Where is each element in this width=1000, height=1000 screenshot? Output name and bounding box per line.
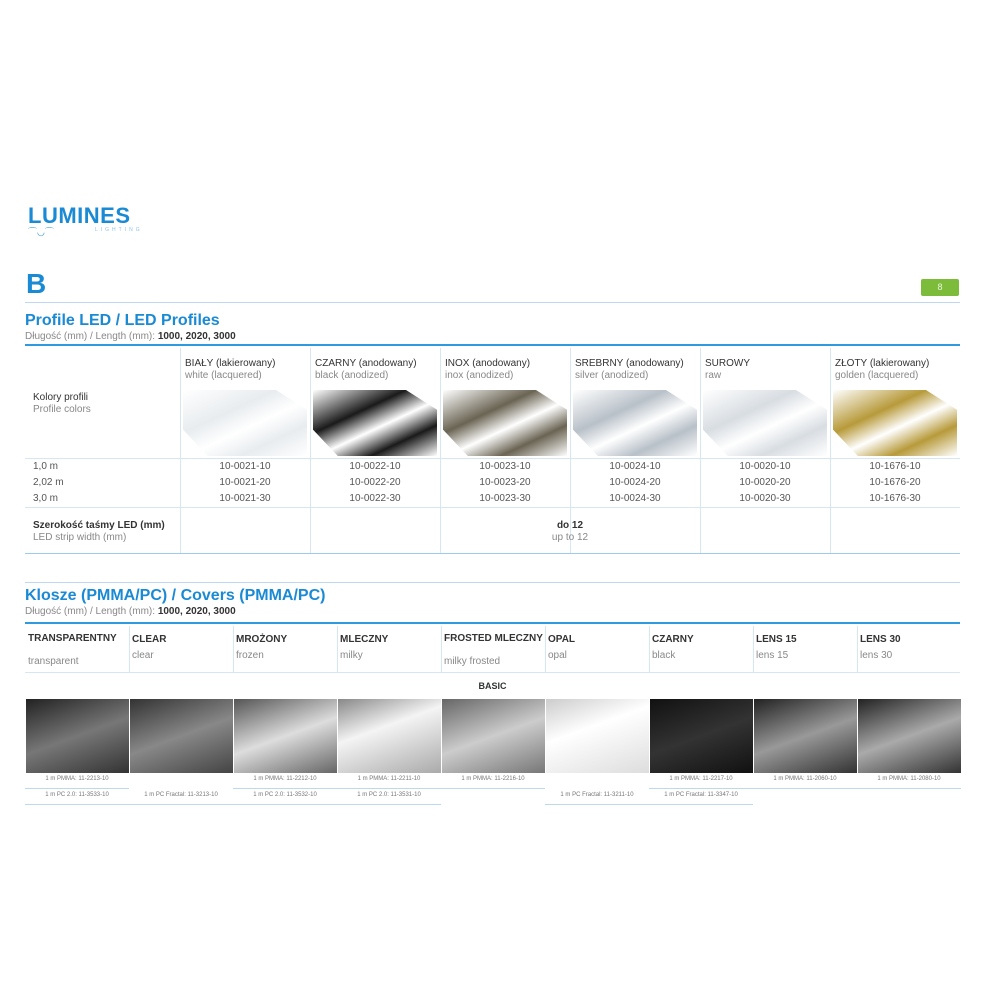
cover-name-en: clear [132, 650, 154, 661]
color-name-en: inox (anodized) [445, 370, 514, 381]
divider [25, 302, 960, 303]
column-divider [753, 626, 754, 672]
product-code: 10-1676-30 [869, 493, 921, 504]
cover-name-en: lens 15 [756, 650, 789, 661]
cover-name-pl: MLECZNY [340, 634, 389, 645]
row-divider [441, 788, 545, 789]
cover-image [858, 699, 961, 773]
row-header-pl: Kolory profili [33, 392, 89, 403]
row-divider [25, 553, 960, 554]
product-code: 10-0021-10 [219, 461, 271, 472]
profiles-length: Długość (mm) / Length (mm): 1000, 2020, 3000 [25, 331, 236, 342]
divider [25, 582, 960, 583]
column-divider [649, 626, 650, 672]
pmma-code: 1 m PMMA: 11-2211-10 [357, 776, 421, 782]
color-name-en: silver (anodized) [575, 370, 649, 381]
row-divider [337, 788, 441, 789]
color-name-pl: SUROWY [705, 358, 750, 369]
strip-value-pl: do 12 [556, 520, 584, 531]
cover-name-en: milky [340, 650, 363, 661]
cover-image [442, 699, 545, 773]
column-divider [545, 626, 546, 672]
cover-name-en: opal [548, 650, 567, 661]
cover-name-pl: CZARNY [652, 634, 694, 645]
cover-name-pl: LENS 15 [756, 634, 797, 645]
covers-title: Klosze (PMMA/PC) / Covers (PMMA/PC) [25, 587, 326, 604]
divider [25, 344, 960, 346]
cover-name-pl: CLEAR [132, 634, 167, 645]
column-divider [441, 626, 442, 672]
pmma-code: 1 m PMMA: 11-2212-10 [253, 776, 317, 782]
cover-image [754, 699, 857, 773]
pc-code: 1 m PC Fractal: 11-3347-10 [664, 792, 738, 798]
cover-image [130, 699, 233, 773]
length-label: 1,0 m [33, 461, 59, 472]
strip-label-en: LED strip width (mm) [33, 532, 127, 543]
profiles-title: Profile LED / LED Profiles [25, 312, 220, 329]
row-header-en: Profile colors [33, 404, 91, 415]
cover-name-pl: OPAL [548, 634, 576, 645]
cover-name-en: transparent [28, 656, 79, 667]
row-divider [233, 804, 337, 805]
brand-tagline: LIGHTING [95, 227, 143, 233]
product-code: 10-0024-20 [609, 477, 661, 488]
row-divider [753, 788, 857, 789]
color-name-pl: INOX (anodowany) [445, 358, 531, 369]
column-divider [129, 626, 130, 672]
color-name-en: white (lacquered) [185, 370, 262, 381]
cover-name-en: milky frosted [444, 656, 501, 667]
row-divider [25, 788, 129, 789]
pc-code: 1 m PC 2.0: 11-3533-10 [45, 792, 109, 798]
pc-code: 1 m PC Fractal: 11-3213-10 [144, 792, 218, 798]
product-code: 10-0020-20 [739, 477, 791, 488]
cover-name-pl: LENS 30 [860, 634, 901, 645]
group-label: BASIC [478, 681, 507, 691]
cover-image [546, 699, 649, 773]
pc-code: 1 m PC 2.0: 11-3531-10 [357, 792, 421, 798]
divider [25, 622, 960, 624]
row-divider [649, 788, 753, 789]
product-code: 10-0022-20 [349, 477, 401, 488]
product-code: 10-0022-30 [349, 493, 401, 504]
logo-wave-icon: ⌒◡⌒ [28, 227, 54, 237]
profile-image [703, 390, 827, 456]
page-badge: 8 [921, 279, 959, 296]
length-label: 3,0 m [33, 493, 59, 504]
profile-image [443, 390, 567, 456]
color-name-pl: SREBRNY (anodowany) [575, 358, 684, 369]
color-name-en: raw [705, 370, 722, 381]
row-divider [233, 788, 337, 789]
row-divider [25, 507, 960, 508]
product-code: 10-0023-30 [479, 493, 531, 504]
row-divider [25, 458, 960, 459]
row-divider [129, 804, 233, 805]
product-code: 10-0023-10 [479, 461, 531, 472]
column-divider [857, 626, 858, 672]
section-letter: B [26, 268, 47, 299]
product-code: 10-0022-10 [349, 461, 401, 472]
cover-name-en: frozen [236, 650, 264, 661]
profile-image [573, 390, 697, 456]
column-divider [337, 626, 338, 672]
pmma-code: 1 m PMMA: 11-2080-10 [877, 776, 941, 782]
pc-code: 1 m PC Fractal: 11-3211-10 [560, 792, 634, 798]
product-code: 10-0020-30 [739, 493, 791, 504]
profile-image [183, 390, 307, 456]
strip-label-pl: Szerokość taśmy LED (mm) [33, 520, 165, 531]
color-name-pl: BIAŁY (lakierowany) [185, 358, 276, 369]
color-name-pl: CZARNY (anodowany) [315, 358, 417, 369]
color-name-en: golden (lacquered) [835, 370, 919, 381]
pmma-code: 1 m PMMA: 11-2216-10 [461, 776, 525, 782]
product-code: 10-0024-10 [609, 461, 661, 472]
cover-image [338, 699, 441, 773]
pmma-code: 1 m PMMA: 11-2060-10 [773, 776, 837, 782]
column-divider [233, 626, 234, 672]
length-label: 2,02 m [33, 477, 64, 488]
product-code: 10-1676-20 [869, 477, 921, 488]
cover-name-en: black [652, 650, 676, 661]
row-divider [25, 672, 960, 673]
product-code: 10-0021-30 [219, 493, 271, 504]
brand-logo: LUMINES [28, 203, 131, 228]
product-code: 10-0024-30 [609, 493, 661, 504]
color-name-en: black (anodized) [315, 370, 389, 381]
product-code: 10-0023-20 [479, 477, 531, 488]
profile-image [313, 390, 437, 456]
row-divider [337, 804, 441, 805]
row-divider [649, 804, 753, 805]
covers-length: Długość (mm) / Length (mm): 1000, 2020, 3000 [25, 606, 236, 617]
pmma-code: 1 m PMMA: 11-2213-10 [45, 776, 109, 782]
color-name-pl: ZŁOTY (lakierowany) [835, 358, 930, 369]
row-divider [545, 804, 649, 805]
product-code: 10-1676-10 [869, 461, 921, 472]
product-code: 10-0021-20 [219, 477, 271, 488]
product-code: 10-0020-10 [739, 461, 791, 472]
profile-image [833, 390, 957, 456]
cover-name-pl: TRANSPARENTNY [28, 633, 117, 644]
cover-name-en: lens 30 [860, 650, 893, 661]
cover-image [650, 699, 753, 773]
cover-image [234, 699, 337, 773]
cover-name-pl: FROSTED MLECZNY [444, 633, 543, 644]
cover-image [26, 699, 129, 773]
pc-code: 1 m PC 2.0: 11-3532-10 [253, 792, 317, 798]
strip-value-en: up to 12 [551, 532, 589, 543]
row-divider [25, 804, 129, 805]
cover-name-pl: MROŻONY [236, 634, 288, 645]
pmma-code: 1 m PMMA: 11-2217-10 [669, 776, 733, 782]
row-divider [857, 788, 961, 789]
